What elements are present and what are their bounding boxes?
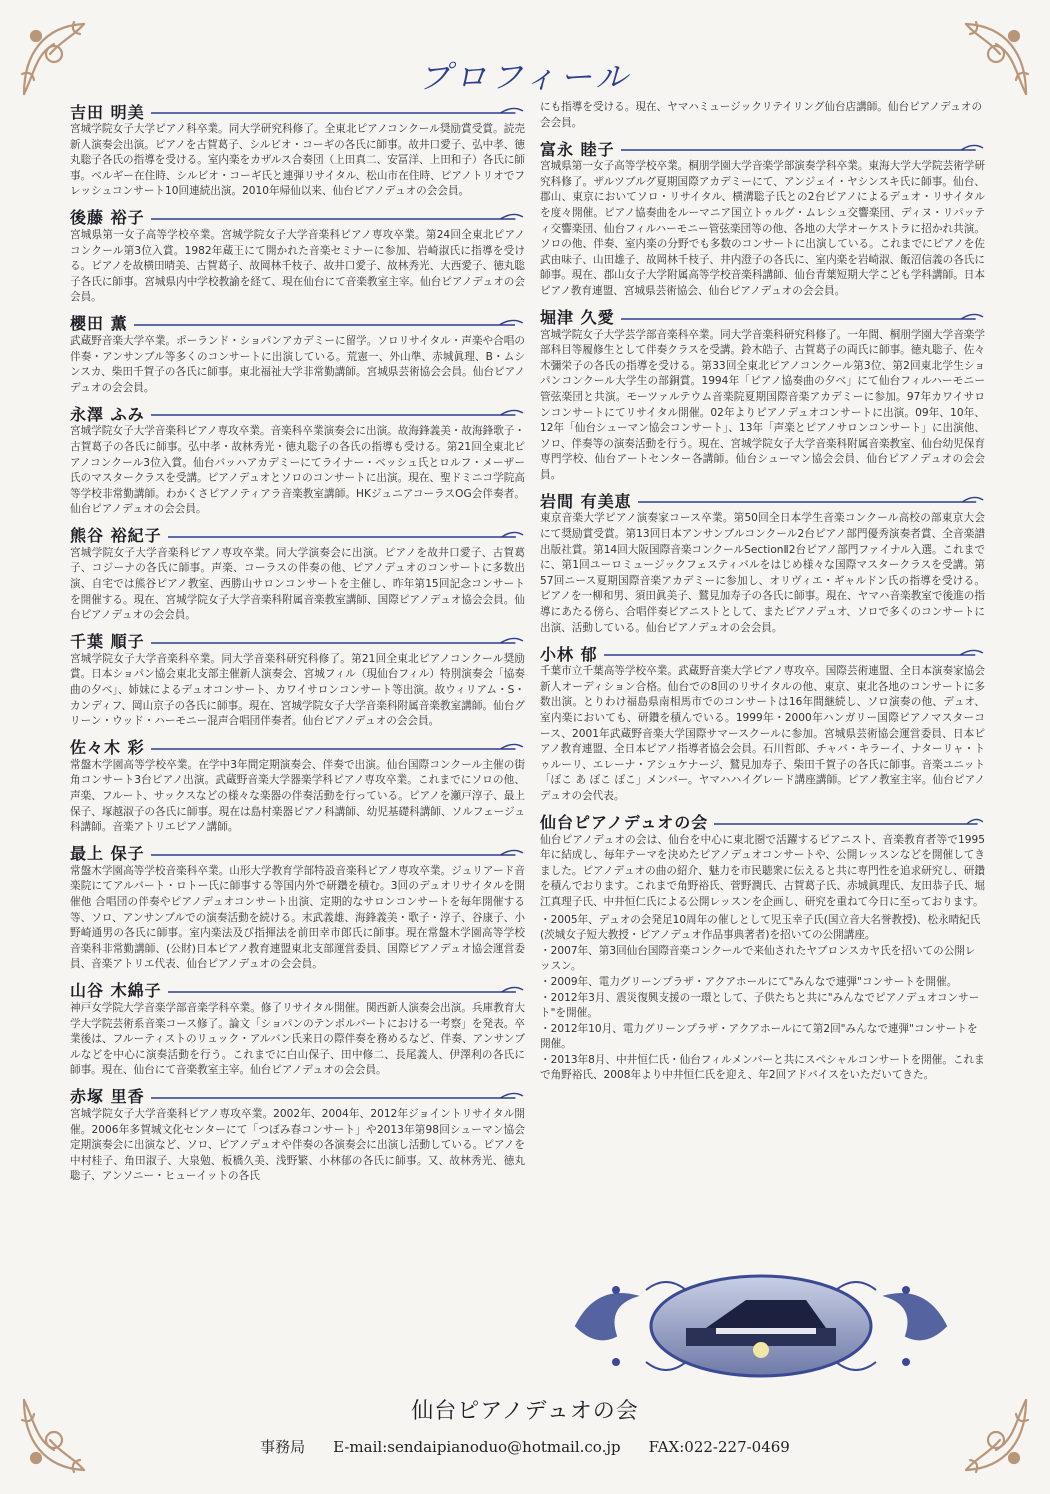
divider-rule [604,646,985,660]
left-column [70,100,525,1191]
profile-text: 宮城学院女子大学音楽科ピアノ専攻卒業。2002年、2004年、2012年ジョイントリサイタル開催。2006年多賀城文化センターにて「つぼみ春コンサート」や2013年第98回シューマン協会定期演奏会に出演など、ソロ、ピアノデュオや伴奏の各演奏会に出演し活動している。ピアノを中村桂子、角田淑子、大泉勉、板橋久美、浅野繁、小林郁の各氏に師事。又、故林秀光、徳丸聡子、アンソニー・ヒューイットの各氏 [70,1107,525,1183]
profile-entry [540,489,985,636]
profile-text: 武蔵野音楽大学卒業。ポーランド・ショパンアカデミーに留学。ソロリサイタル・声楽や合唱の伴奏・アンサンブル等多くのコンサートに出演している。荒憲一、外山準、赤城眞理、B・ムシンスカ、柴田千賀子の各氏に師事。東北福祉大学非常勤講師。宮城県芸術協会会員。仙台ピアノデュオの会会員。 [70,334,525,394]
divider-rule [714,815,985,829]
piano-stage-photo [556,1270,966,1382]
profile-text: 東京音楽大学ピアノ演奏家コース卒業。第50回全日本学生音楽コンクール高校の部東京大会にて奨励賞受賞。第13回日本アンサンブルコンクール2台ピアノ部門優秀演奏者賞、全音楽譜出版社賞。第14回大阪国際音楽コンクールSectionⅡ2台ピアノ部門ファイナル入選。これまでに、第1回ユーロミュージックフェスティバルをはじめ様々な国際マスタークラスを受講。第57回ニース夏期国際音楽アカデミーに参加し、オリヴィエ・ギャルドン氏の指導を受ける。ピアノを一柳和男、須田眞美子、鷲見加寿子の各氏に師事。現在、ヤマハ音楽教室で後進の指導にあたる傍ら、合唱伴奏ピアニストとして、またピアノデュオ、ソロで多くのコンサートに出演、活動している。仙台ピアノデュオの会会員。 [540,512,985,634]
activity-note: ・2012年10月、電力グリーンプラザ・アクアホールにて第2回"みんなで連弾"コンサートを開催。 [540,1022,978,1051]
profile-text: 宮城学院女子大学芸学部音楽科卒業。同大学音楽科研究科修了。一年間、桐朋学園大学音楽学部科目等履修生として伴奏クラスを受講。鈴木皓子、古賀葛子の両氏に師事。徳丸聡子、佐々木彌栄子の各氏の指導を受ける。第33回全東北ピアノコンクール第3位、第2回東北学生ショパンコンクール大学生の部銅賞。1994年「ピアノ協奏曲の夕べ」にて仙台フィルハーモニー管弦楽団と共演。モーツァルテウム音楽院夏期国際音楽アカデミーに参加。97年カワイサロンコンサートにてリサイタル開催。02年よりピアノデュオコンサートに出演。09年、10年、12年「仙台シューマン協会コンサート」、13年「声楽とピアノサロンコンサート」に出演他、ソロ、伴奏等の演奏活動を行う。現在、宮城学院女子大学音楽科附属音楽教室、仙台幼児保育専門学校、仙台アートセンター各講師。仙台シューマン協会会員、仙台ピアノデュオの会会員。 [540,328,985,481]
profile-entry [70,524,525,624]
fax-number: FAX:022-227-0469 [648,1438,790,1456]
activity-note: ・2012年3月、震災復興支援の一環として、子供たちと共に"みんなでピアノデュオコンサート"を開催。 [540,991,980,1020]
profile-entry [540,642,985,804]
divider-rule [151,740,525,754]
profile-name: 赤塚 里香 [70,1087,145,1107]
divider-rule [621,310,985,324]
profile-name: 富永 睦子 [540,139,615,159]
divider-rule [151,634,525,648]
profile-text: 神戸女学院大学音楽学部音楽学科卒業。修了リサイタル開催。関西新人演奏会出演。兵庫教育大学大学院芸術系音楽コース修了。論文「ショパンのテンポルバートにおける一考察」を発表。卒業後は、フルーティストのリュック・アルバン氏来日の際伴奏を務めるなど、伴奏、アンサンブルなどを中心に演奏活動を行う。これまでに白山保子、田中修二、長尾義人、伊澤利の各氏に師事。現在、仙台にて音楽教室主宰。仙台ピアノデュオの会会員。 [70,1001,525,1077]
profile-name: 岩間 有美恵 [540,491,632,511]
profile-continuation: にも指導を受ける。現在、ヤマハミュージックリテイリング仙台店講師。仙台ピアノデュオの会会員。 [540,101,983,129]
office-label: 事務局 [260,1438,306,1456]
profile-entry [70,736,525,836]
profile-entry [70,206,525,306]
activity-notes [540,913,985,1085]
profile-text: 宮城学院女子大学ピアノ科卒業。同大学研究科修了。全東北ピアノコンクール奨励賞受賞。読売新人演奏会出演。ピアノを古賀葛子、シルビオ・コーギの各氏に師事。故井口愛子、弘中孝、徳丸聡子各氏の指導を受ける。室内楽をカザルス合奏団（上田真二、安冨洋、上田和子）各氏に師事。ベルギー在住時、シルビオ・コーギ氏と連弾リサイタル、松山市在住時、ピアノトリオでフレッシュコンサート10回連続出演。2010年帰仙以来、仙台ピアノデュオの会会員。 [70,123,525,198]
profile-text: 常盤木学園高等学校音楽科卒業。山形大学教育学部特設音楽科ピアノ専攻卒業。ジュリアード音楽院にてアルバート・ロトー氏に師事する等国内外で研鑽を積む。3回のデュオリサイタルを開催他 合唱団の伴奏やピアノデュオコンサート出演、定期的なサロンコンサートを毎年開催する等、ソロ、アンサンブルでの演奏活動を続ける。末武義雄、海鋒義美・歌子・淳子、谷康子、小野崎通男の各氏に師事。室内楽法及び指揮法を前田幸市郎氏に師事。現在常盤木学園高等学校音楽科非常勤講師、(公財)日本ピアノ教育連盟東北支部運営委員、国際ピアノデュオ協会運営委員、音楽アトリエ代表、仙台ピアノデュオの会会員。 [70,864,525,971]
group-entry [540,811,985,1085]
activity-note: ・2013年8月、中井恒仁氏・仙台フィルメンバーと共にスペシャルコンサートを開催。これまで角野裕氏、2008年より中井恒仁氏を迎え、年2回アドバイスをいただいてきた。 [540,1053,985,1082]
profile-name: 熊谷 裕紀子 [70,526,162,546]
profile-name: 永澤 ふみ [70,404,145,424]
profile-text: 常盤木学園高等学校卒業。在学中3年間定期演奏会、伴奏で出演。仙台国際コンクール主催の街角コンサート3台ピアノ出演。武蔵野音楽大学器楽学科ピアノ専攻卒業。これまでにソロの他、声楽、フルート、サックスなどの様々な楽器の伴奏活動を行っている。ピアノを瀬戸淳子、最上保子、塚越淑子の各氏に師事。現在は島村楽器ピアノ科講師、幼児基礎科講師、ソルフェージュ科講師。音楽アトリエピアノ講師。 [70,758,525,834]
divider-rule [621,141,985,155]
profile-entry [70,979,525,1079]
divider-rule [134,316,525,330]
activity-note: ・2005年、デュオの会発足10周年の催しとして児玉幸子氏(国立音大名誉教授)、松永晴紀氏(茨城女子短大教授・ピアノデュオ作品事典著者)を招いての公開講座。 [540,913,981,942]
profile-name: 堀津 久愛 [540,308,615,328]
activity-note: ・2007年、第3回仙台国際音楽コンクールで来仙されたヤブロンスカヤ氏を招いての公開レッスン。 [540,944,976,973]
group-name: 仙台ピアノデュオの会 [540,813,709,833]
activity-note: ・2009年、電力グリーンプラザ・アクアホールにて"みんなで連弾"コンサートを開催。 [540,975,958,988]
divider-rule [151,104,525,118]
profile-name: 佐々木 彩 [70,738,145,758]
divider-rule [151,1089,525,1103]
profile-name: 最上 保子 [70,844,145,864]
email-address[interactable]: E-mail:sendaipianoduo@hotmail.co.jp [333,1438,621,1456]
profile-entry [70,1085,525,1185]
profile-name: 後藤 裕子 [70,208,145,228]
footer-contact [0,1436,1050,1457]
divider-rule [151,846,525,860]
divider-rule [168,983,525,997]
profile-entry [70,100,525,200]
profile-entry [70,842,525,973]
profile-name: 吉田 明美 [70,102,145,122]
profile-text: 宮城学院女子大学音楽科卒業。同大学音楽科研究科修了。第21回全東北ピアノコンクール奨励賞。日本ショパン協会東北支部主催新人演奏会、宮城フィル（現仙台フィル）特別演奏会「協奏曲の夕べ」、姉妹によるデュオコンサート、カワイサロンコンサート等出演。故ウィリアム・S・カンディフ、岡山京子の各氏に師事。現在、宮城学院女子大学音楽科附属音楽教室講師。仙台グリーン・ウッド・ハーモニー混声合唱団伴奏者。仙台ピアノデュオの会会員。 [70,652,525,728]
divider-rule [151,210,525,224]
footer-organization: 仙台ピアノデュオの会 [411,1399,639,1424]
profile-name: 小林 郁 [540,644,598,664]
profile-entry [70,402,525,518]
profile-entry [70,630,525,730]
profile-entry [540,306,985,484]
divider-rule [638,493,985,507]
profile-text: 宮城学院女子大学音楽科ピアノ専攻卒業。同大学演奏会に出演。ピアノを故井口愛子、古賀葛子、コジーナの各氏に師事。声楽、コーラスの伴奏の他、ピアノデュオのコンサートに多数出演、自宅では熊谷ピアノ教室、西勝山サロンコンサートを主催し、昨年第15回記念コンサートを開催する。現在、宮城学院女子大学音楽科附属音楽教室講師、国際ピアノデュオ協会会員。仙台ピアノデュオの会会員。 [70,546,525,622]
group-description: 仙台ピアノデュオの会は、仙台を中心に東北圏で活躍するピアニスト、音楽教育者等で1995年に結成し、毎年テーマを決めたピアノデュオコンサートや、公開レッスンなどを開催してきました。ピアノデュオの曲の紹介、魅力を市民聴衆に伝えると共に専門性を追求研究し、研鑽を積んでおります。これまで角野裕氏、菅野潤氏、古賀葛子氏、赤城眞理氏、友田恭子氏、堀江真理子氏、中井恒仁氏による公開レッスンを企画し、研究を重ねて今日に至っております。 [540,833,985,908]
profile-entry [540,137,985,299]
page-title: プロフィール [418,58,632,96]
profile-text: 宮城県第一女子高等学校卒業。宮城学院女子大学音楽科ピアノ専攻卒業。第24回全東北ピアノコンクール第3位入賞。1982年蔵王にて開かれた音楽セミナーに参加、岩崎淑氏に指導を受ける。ピアノを故横田晴美、古賀葛子、故岡林千枝子、故井口愛子、故林秀光、大西愛子、徳丸聡子各氏に師事。宮城県内中学校教諭を経て、現在仙台にて音楽教室主宰。仙台ピアノデュオの会会員。 [70,228,525,304]
profile-name: 山谷 木綿子 [70,981,162,1001]
divider-rule [168,528,525,542]
divider-rule [151,406,525,420]
profile-text: 宮城学院女子大学音楽科ピアノ専攻卒業。音楽科卒業演奏会に出演。故海鋒義美・故海鋒歌子・古賀葛子の各氏に師事。弘中孝・故林秀光・徳丸聡子の各氏の指導も受ける。第21回全東北ピアノコンクール3位入賞。仙台バッハアカデミーにてライナー・ベッシュ氏とロルフ・メーザー氏のマスタークラスを受講。ピアノデュオとソロのコンサートに出演。現在、聖ドミニコ学院高等学校非常勤講師。わかくさピアノティアラ音楽教室講師。HKジュニアコーラスOG会伴奏者。仙台ピアノデュオの会会員。 [70,425,525,516]
profile-entry [70,312,525,396]
profile-name: 千葉 順子 [70,632,145,652]
profile-text: 千葉市立千葉高等学校卒業。武蔵野音楽大学ピアノ専攻卒。国際芸術連盟、全日本演奏家協会新人オーディション合格。仙台での8回のリサイタルの他、東京、東北各地のコンサートに多数出演。とりわけ福島県南相馬市でのコンサートは16年間継続し、ソロ演奏の他、デュオ、室内楽においても、研鑽を積んでいる。1999年・2000年ハンガリー国際ピアノマスターコース、2001年武蔵野音楽大学国際サマースクールに参加。宮城県芸術協会運営委員、日本ピアノ教育連盟、全日本ピアノ指導者協会会員。石川哲郎、チャバ・キラーイ、ナターリャ・トゥルーリ、エレーナ・アシュケナージ、鷲見加寿子、柴田千賀子の各氏に師事。音楽ユニット「ぽこ あ ぽこ ぽこ」メンバー。ヤマハハイグレード講座講師。ピアノ教室主宰。仙台ピアノデュオの会代表。 [540,665,985,802]
profile-name: 櫻田 薫 [70,314,128,334]
right-column [540,100,985,1090]
profile-text: 宮城県第一女子高等学校卒業。桐朋学園大学音楽学部演奏学科卒業。東海大学大学院芸術学研究科修了。ザルツブルグ夏期国際アカデミーにて、アンジェイ・ヤシンスキ氏に師事。仙台、郡山、東京においてソロ・リサイタル、横溝聡子氏との2台ピアノによるデュオ・リサイタルを度々開催。ピアノ協奏曲をルーマニア国立トゥルグ・ムレシュ交響楽団、ディヌ・リパッティ交響楽団、仙台フィルハーモニー管弦楽団等の他、各地の大学オーケストラに招かれ共演。ソロの他、伴奏、室内楽の分野でも多数のコンサートに出演している。これまでにピアノを佐武由味子、山田雄子、故岡林千枝子、井内澄子の各氏に、室内楽を岩崎淑、飯沼信義の各氏に師事。現在、郡山女子大学附属高等学校音楽科講師、仙台青葉短期大学こども学科講師。日本ピアノ教育連盟、宮城県芸術協会、仙台ピアノデュオの会会員。 [540,160,985,297]
